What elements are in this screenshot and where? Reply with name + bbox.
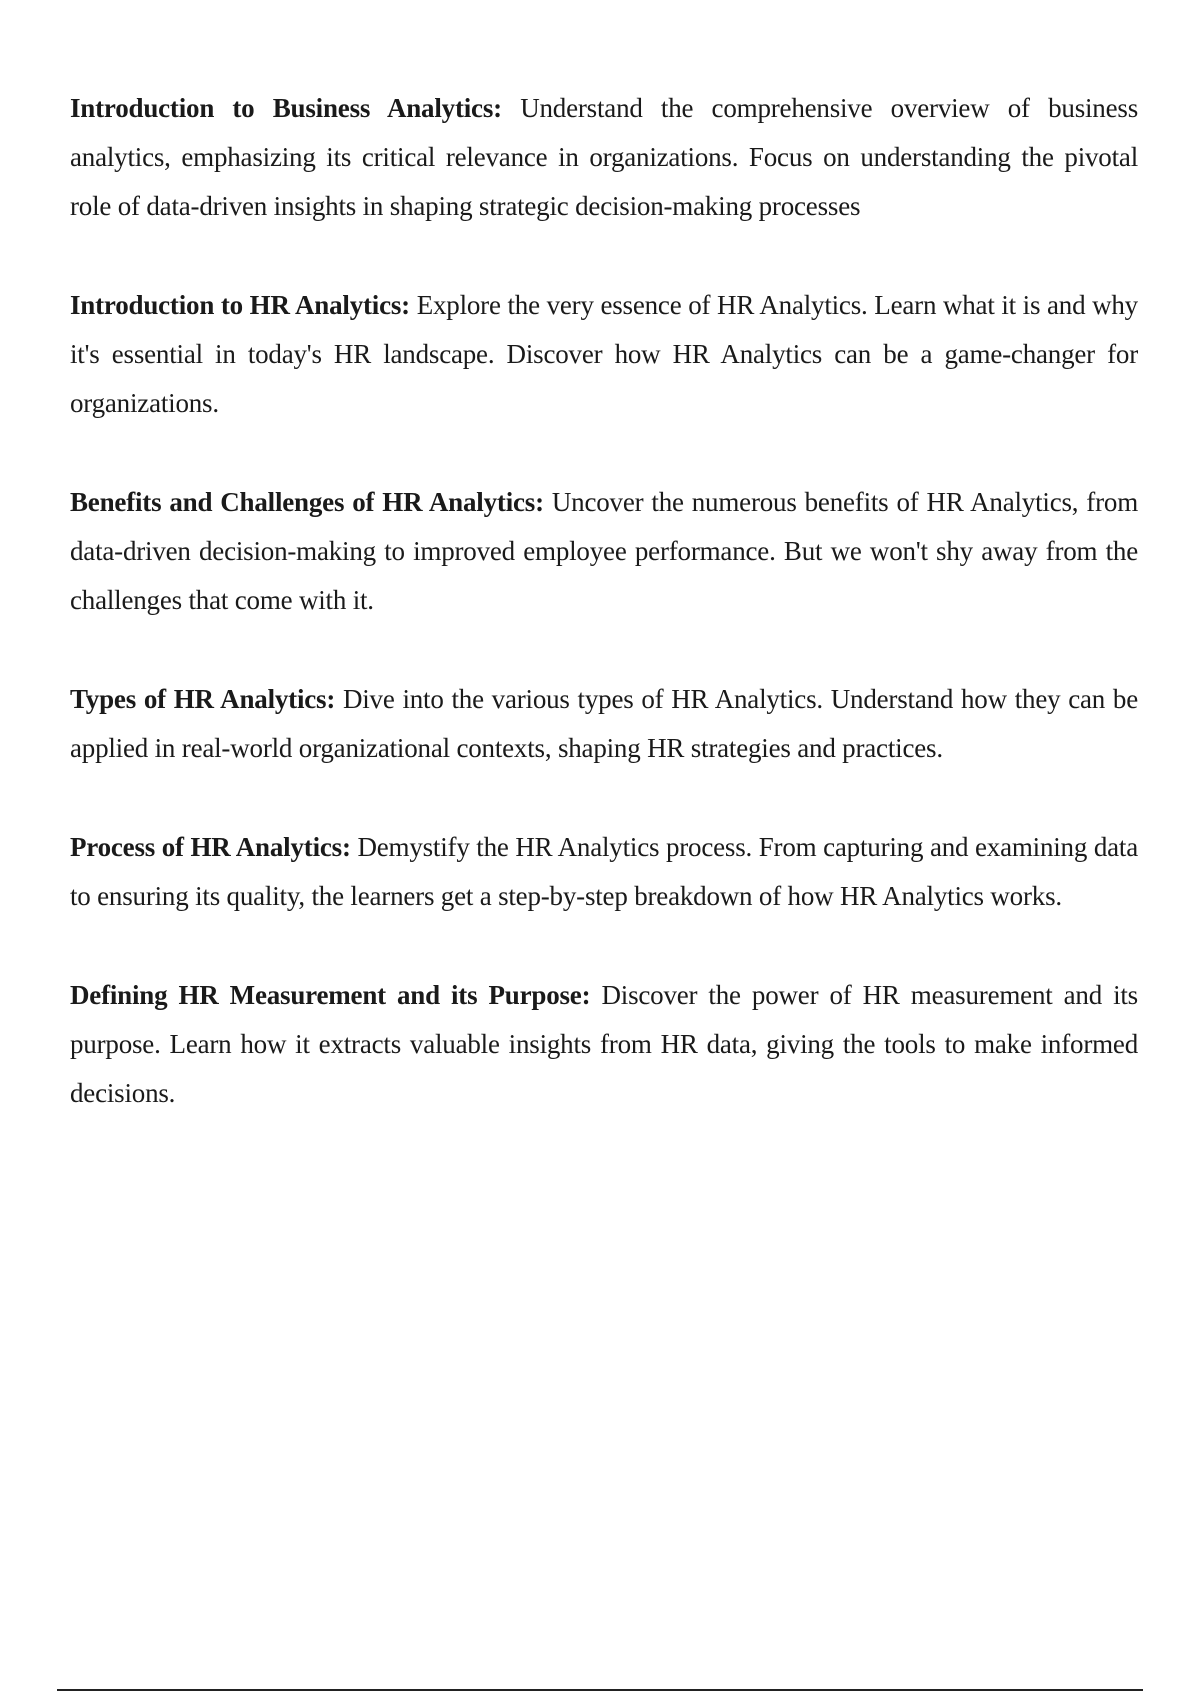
section-body: Demystify the HR Analytics process. From capturing and examining data to ensuring its quality, the learners get a step-by-step breakdown of how HR Analytics works.	[70, 832, 1138, 911]
section-types-hr-analytics	[70, 675, 1138, 773]
section-body: Discover the power of HR measurement and its purpose. Learn how it extracts valuable insights from HR data, giving the tools to make informed decisions.	[70, 980, 1138, 1108]
document-body	[70, 84, 1138, 1168]
section-business-analytics	[70, 84, 1138, 231]
section-heading: Benefits and Challenges of HR Analytics:	[70, 487, 544, 517]
section-body: Explore the very essence of HR Analytics. Learn what it is and why it's essential in today's HR landscape. Discover how HR Analytics can be a game-changer for organizations.	[70, 290, 1138, 418]
footer-divider	[57, 1689, 1143, 1691]
section-intro-hr-analytics	[70, 281, 1138, 428]
section-process-hr-analytics	[70, 823, 1138, 921]
section-heading: Introduction to Business Analytics:	[70, 93, 502, 123]
section-heading: Introduction to HR Analytics:	[70, 290, 410, 320]
section-body: Uncover the numerous benefits of HR Analytics, from data-driven decision-making to improved employee performance. But we won't shy away from the challenges that come with it.	[70, 487, 1138, 615]
section-body: Dive into the various types of HR Analytics. Understand how they can be applied in real-world organizational contexts, shaping HR strategies and practices.	[70, 684, 1138, 763]
section-hr-measurement	[70, 971, 1138, 1118]
section-body: Understand the comprehensive overview of business analytics, emphasizing its critical relevance in organizations. Focus on understanding the pivotal role of data-driven insights in shaping strategic decision-making processes	[70, 93, 1139, 221]
section-benefits-challenges	[70, 478, 1138, 625]
section-heading: Types of HR Analytics:	[70, 684, 336, 714]
section-heading: Defining HR Measurement and its Purpose:	[70, 980, 591, 1010]
section-heading: Process of HR Analytics:	[70, 832, 351, 862]
